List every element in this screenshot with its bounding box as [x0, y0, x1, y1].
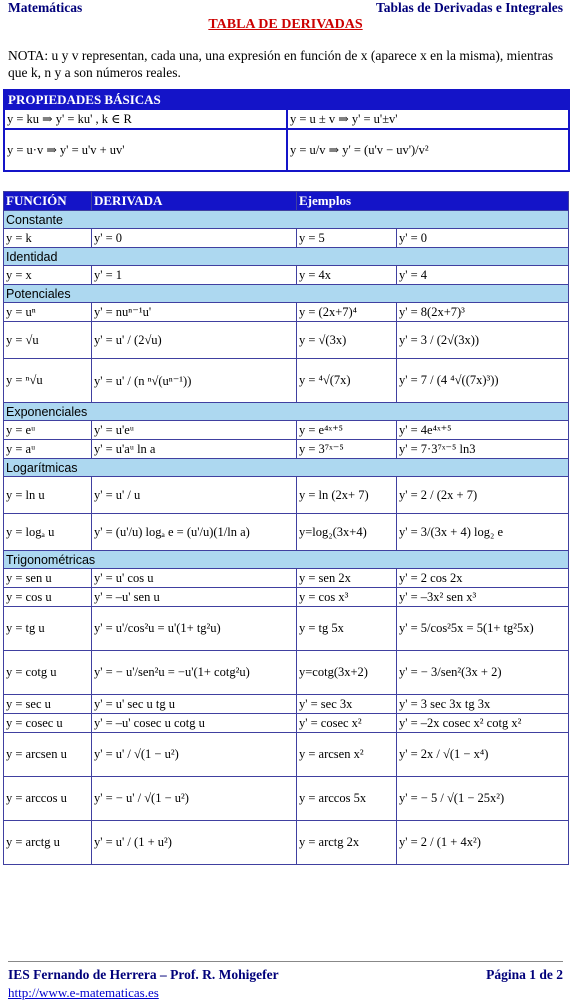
footer-author: IES Fernando de Herrera – Prof. R. Mohigefer [8, 967, 279, 982]
example-cell: y = √(3x) [297, 322, 397, 359]
derivative-cell: y' = –u' cosec u cotg u [92, 714, 297, 733]
table-row [4, 303, 569, 322]
example-cell: y = arctg 2x [297, 821, 397, 865]
table-row [4, 514, 569, 551]
derivative-cell: y' = − u'/sen²u = −u'(1+ cotg²u) [92, 651, 297, 695]
derivative-cell: y' = u' sec u tg u [92, 695, 297, 714]
table-row [4, 266, 569, 285]
example-derivative-cell: y' = 2 / (1 + 4x²) [397, 821, 569, 865]
table-row [4, 714, 569, 733]
function-cell: y = aᵘ [4, 440, 92, 459]
table-row [4, 440, 569, 459]
section-heading: Constante [4, 211, 569, 229]
example-cell: y = (2x+7)⁴ [297, 303, 397, 322]
table-row [4, 569, 569, 588]
footer-divider [8, 961, 563, 962]
function-cell: y = x [4, 266, 92, 285]
example-derivative-cell: y' = 3 sec 3x tg 3x [397, 695, 569, 714]
section-heading: Potenciales [4, 285, 569, 303]
derivative-cell: y' = 1 [92, 266, 297, 285]
header-doc-title: Tablas de Derivadas e Integrales [375, 0, 563, 15]
example-derivative-cell: y' = 8(2x+7)³ [397, 303, 569, 322]
table-row [4, 421, 569, 440]
example-derivative-cell: y' = 5/cos²5x = 5(1+ tg²5x) [397, 607, 569, 651]
derivative-cell: y' = u'/cos²u = u'(1+ tg²u) [92, 607, 297, 651]
function-cell: y = cotg u [4, 651, 92, 695]
example-cell: y = arccos 5x [297, 777, 397, 821]
header-subject: Matemáticas [8, 0, 83, 15]
website-link[interactable]: http://www.e-matematicas.es [8, 985, 159, 1000]
derivative-cell: y' = u' cos u [92, 569, 297, 588]
function-cell: y = ln u [4, 477, 92, 514]
col-header-ejemplos: Ejemplos [297, 192, 569, 211]
nota-paragraph: NOTA: u y v representan, cada una, una expresión en función de x (aparece x en la misma), mientras que k, n y a son números reales. [8, 48, 554, 80]
example-derivative-cell: y' = 4 [397, 266, 569, 285]
example-cell: y = e⁴ˣ⁺⁵ [297, 421, 397, 440]
example-derivative-cell: y' = 7 / (4 ⁴√((7x)³)) [397, 359, 569, 403]
function-cell: y = sec u [4, 695, 92, 714]
example-cell: y = ⁴√(7x) [297, 359, 397, 403]
derivative-cell: y' = u' / u [92, 477, 297, 514]
example-derivative-cell: y' = –2x cosec x² cotg x² [397, 714, 569, 733]
example-cell: y = ln (2x+ 7) [297, 477, 397, 514]
function-cell: y = tg u [4, 607, 92, 651]
derivative-cell: y' = nuⁿ⁻¹u' [92, 303, 297, 322]
properties-heading: PROPIEDADES BÁSICAS [4, 90, 569, 109]
section-heading: Trigonométricas [4, 551, 569, 569]
example-derivative-cell: y' = − 5 / √(1 − 25x²) [397, 777, 569, 821]
function-cell: y = arctg u [4, 821, 92, 865]
example-derivative-cell: y' = 2 cos 2x [397, 569, 569, 588]
table-row [4, 588, 569, 607]
property-cell: y = u·v ⇒ y' = u'v + uv' [4, 129, 287, 171]
example-cell: y = tg 5x [297, 607, 397, 651]
table-row [4, 322, 569, 359]
function-cell: y = cosec u [4, 714, 92, 733]
derivative-cell: y' = 0 [92, 229, 297, 248]
example-cell: y' = cosec x² [297, 714, 397, 733]
derivatives-table [3, 191, 569, 865]
table-row [4, 777, 569, 821]
derivative-cell: y' = (u'/u) logₐ e = (u'/u)(1/ln a) [92, 514, 297, 551]
example-derivative-cell: y' = 3 / (2√(3x)) [397, 322, 569, 359]
derivative-cell: y' = u'aᵘ ln a [92, 440, 297, 459]
derivative-cell: y' = u'eᵘ [92, 421, 297, 440]
example-cell: y = 5 [297, 229, 397, 248]
function-cell: y = √u [4, 322, 92, 359]
example-cell: y = cos x³ [297, 588, 397, 607]
example-derivative-cell: y' = 0 [397, 229, 569, 248]
derivative-cell: y' = u' / (n ⁿ√(uⁿ⁻¹)) [92, 359, 297, 403]
properties-table [3, 89, 570, 172]
section-heading: Exponenciales [4, 403, 569, 421]
function-cell: y = cos u [4, 588, 92, 607]
function-cell: y = ⁿ√u [4, 359, 92, 403]
table-row [4, 821, 569, 865]
example-derivative-cell: y' = − 3/sen²(3x + 2) [397, 651, 569, 695]
table-row [4, 651, 569, 695]
table-row [4, 695, 569, 714]
example-cell: y=log₂(3x+4) [297, 514, 397, 551]
function-cell: y = eᵘ [4, 421, 92, 440]
derivative-cell: y' = u' / (1 + u²) [92, 821, 297, 865]
section-heading: Identidad [4, 248, 569, 266]
function-cell: y = sen u [4, 569, 92, 588]
col-header-funcion: FUNCIÓN [4, 192, 92, 211]
example-cell: y' = sec 3x [297, 695, 397, 714]
example-derivative-cell: y' = 2 / (2x + 7) [397, 477, 569, 514]
section-heading: Logarítmicas [4, 459, 569, 477]
function-cell: y = arccos u [4, 777, 92, 821]
example-cell: y = 4x [297, 266, 397, 285]
example-cell: y = 3⁷ˣ⁻⁵ [297, 440, 397, 459]
col-header-derivada: DERIVADA [92, 192, 297, 211]
page-title: TABLA DE DERIVADAS [208, 17, 363, 32]
example-derivative-cell: y' = –3x² sen x³ [397, 588, 569, 607]
example-derivative-cell: y' = 7·3⁷ˣ⁻⁵ ln3 [397, 440, 569, 459]
table-row [4, 477, 569, 514]
derivative-cell: y' = − u' / √(1 − u²) [92, 777, 297, 821]
example-cell: y=cotg(3x+2) [297, 651, 397, 695]
function-cell: y = logₐ u [4, 514, 92, 551]
example-derivative-cell: y' = 4e⁴ˣ⁺⁵ [397, 421, 569, 440]
page-number: Página 1 de 2 [486, 967, 563, 982]
function-cell: y = arcsen u [4, 733, 92, 777]
example-cell: y = sen 2x [297, 569, 397, 588]
table-row [4, 733, 569, 777]
example-cell: y = arcsen x² [297, 733, 397, 777]
derivative-cell: y' = –u' sen u [92, 588, 297, 607]
function-cell: y = uⁿ [4, 303, 92, 322]
table-row [4, 359, 569, 403]
table-row [4, 229, 569, 248]
property-cell: y = u/v ⇒ y' = (u'v − uv')/v² [287, 129, 569, 171]
property-cell: y = ku ⇒ y' = ku' , k ∈ R [4, 109, 287, 129]
example-derivative-cell: y' = 3/(3x + 4) log₂ e [397, 514, 569, 551]
derivative-cell: y' = u' / √(1 − u²) [92, 733, 297, 777]
table-row [4, 607, 569, 651]
page-header [8, 0, 563, 18]
page-footer [8, 967, 563, 983]
example-derivative-cell: y' = 2x / √(1 − x⁴) [397, 733, 569, 777]
property-cell: y = u ± v ⇒ y' = u'±v' [287, 109, 569, 129]
derivative-cell: y' = u' / (2√u) [92, 322, 297, 359]
function-cell: y = k [4, 229, 92, 248]
